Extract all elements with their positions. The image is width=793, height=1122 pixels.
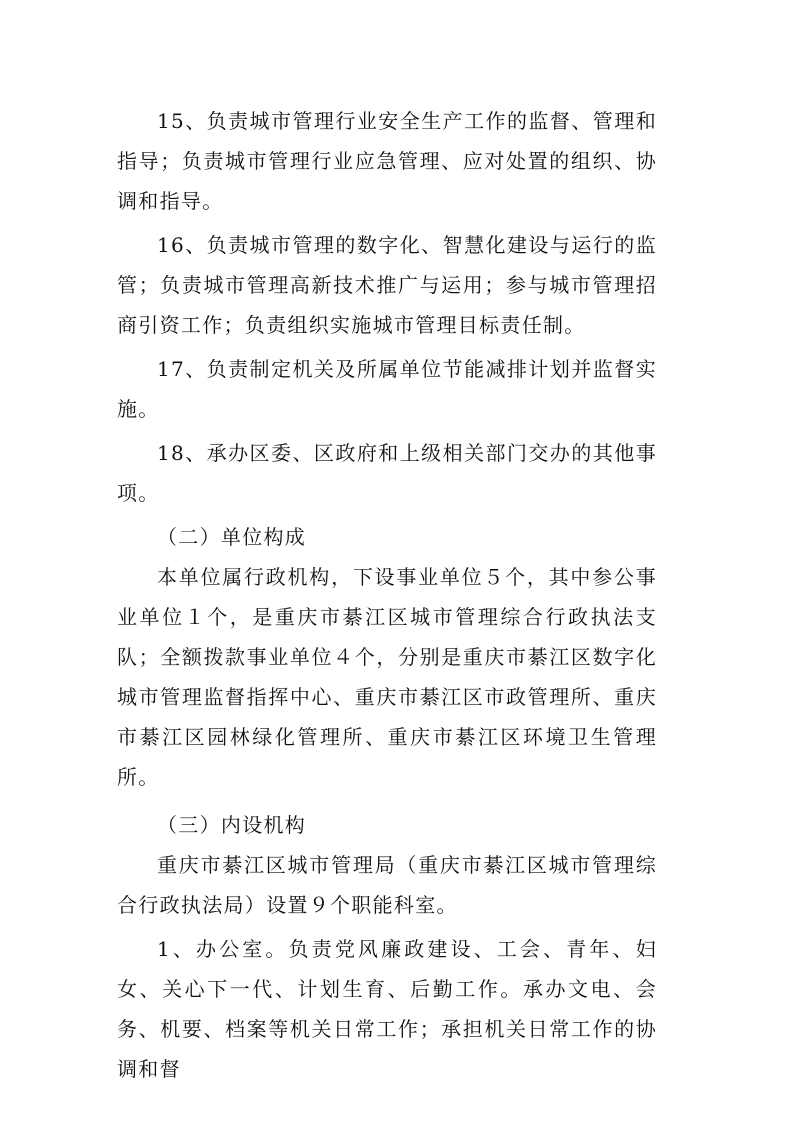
- section-heading-unit-composition: （二）单位构成: [157, 525, 307, 549]
- section-heading-internal-departments: （三）内设机构: [157, 813, 307, 837]
- paragraph-unit-composition: 本单位属行政机构，下设事业单位５个，其中参公事业单位１个，是重庆市綦江区城市管理综合行政执法支队；全额拨款事业单位４个，分别是重庆市綦江区数字化城市管理监督指挥中心、重庆市綦江区市政管理所、重庆市綦江区园林绿化管理所、重庆市綦江区环境卫生管理所。: [117, 565, 657, 789]
- paragraph-item-15: 15、负责城市管理行业安全生产工作的监督、管理和指导；负责城市管理行业应急管理、应对处置的组织、协调和指导。: [117, 109, 657, 213]
- paragraph-item-office: 1、办公室。负责党风廉政建设、工会、青年、妇女、关心下一代、计划生育、后勤工作。承办文电、会务、机要、档案等机关日常工作；承担机关日常工作的协调和督: [117, 937, 657, 1081]
- paragraph-internal-departments: 重庆市綦江区城市管理局（重庆市綦江区城市管理综合行政执法局）设置９个职能科室。: [117, 853, 657, 917]
- paragraph-item-17: 17、负责制定机关及所属单位节能减排计划并监督实施。: [117, 357, 657, 421]
- paragraph-item-18: 18、承办区委、区政府和上级相关部门交办的其他事项。: [117, 441, 657, 505]
- paragraph-item-16: 16、负责城市管理的数字化、智慧化建设与运行的监管；负责城市管理高新技术推广与运用；参与城市管理招商引资工作；负责组织实施城市管理目标责任制。: [117, 233, 657, 337]
- document-body: [117, 101, 657, 1089]
